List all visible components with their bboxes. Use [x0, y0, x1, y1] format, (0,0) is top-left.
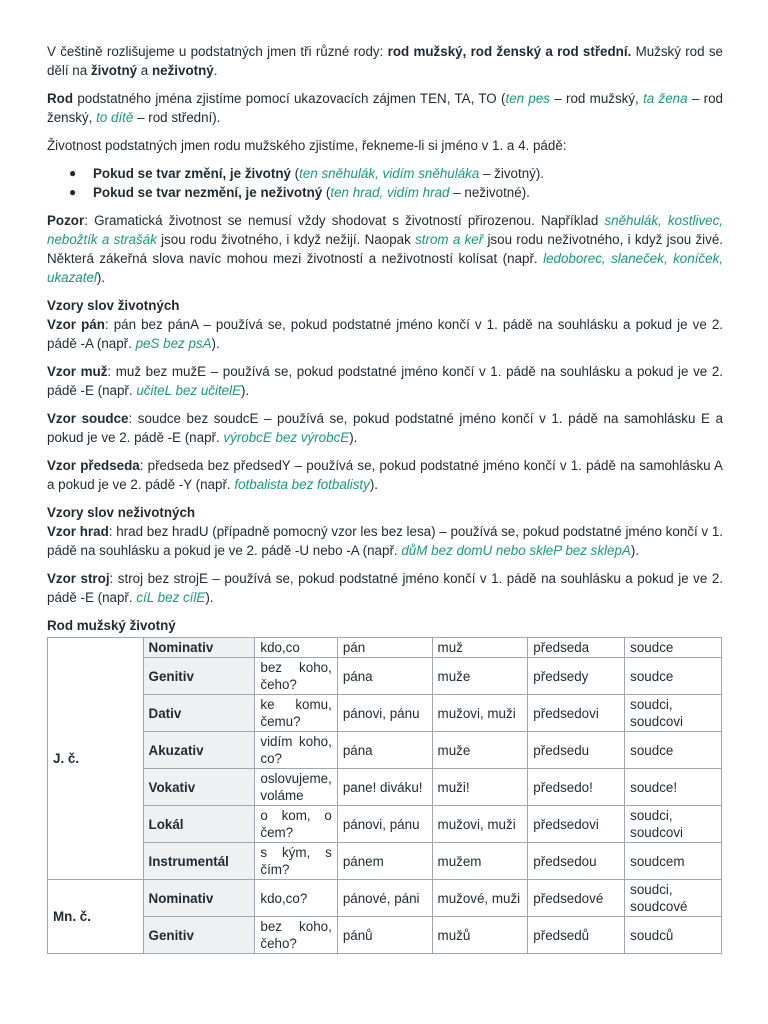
- example-text: důM bez domU nebo skleP bez sklepA: [401, 543, 631, 558]
- list-item: [69, 183, 723, 202]
- example-text: ten pes: [505, 91, 550, 106]
- table-row: [48, 843, 722, 880]
- bold-text: Vzor hrad: [47, 524, 109, 539]
- text: .: [213, 63, 218, 78]
- cell-pan: pánem: [337, 843, 432, 880]
- cell-pan: pánové, páni: [337, 880, 432, 917]
- cell-q: vidím koho, co?: [255, 732, 337, 769]
- text: ).: [241, 383, 250, 398]
- cell-muz: mužové, muži: [432, 880, 528, 917]
- cell-soudce: soudci, soudcovi: [625, 806, 722, 843]
- cell-predseda: předsedovi: [528, 806, 625, 843]
- cell-predseda: předseda: [528, 638, 625, 658]
- cell-soudce: soudců: [625, 917, 722, 954]
- cell-pan: pána: [337, 658, 432, 695]
- cell-soudce: soudci, soudcové: [625, 880, 722, 917]
- example-text: cíL bez cílE: [136, 590, 206, 605]
- cell-predseda: předsedovi: [528, 695, 625, 732]
- animacy-rules-list: [47, 164, 723, 202]
- cell-q: bez koho, čeho?: [255, 658, 337, 695]
- bold-text: Vzor pán: [47, 317, 105, 332]
- text: – životný).: [479, 166, 545, 181]
- text: ).: [205, 590, 214, 605]
- cell-case: Genitiv: [143, 658, 255, 695]
- text: : soudce bez soudcE – používá se, pokud podstatné jméno končí v 1. pádě na samohlásku E a pokud je ve 2. pádě -E (např.: [47, 411, 723, 445]
- pattern-muz: [47, 362, 723, 400]
- cell-case: Nominativ: [143, 880, 255, 917]
- bold-text: neživotný: [151, 63, 214, 78]
- cell-q: oslovujeme, voláme: [255, 769, 337, 806]
- example-text: výrobcE bez výrobcE: [223, 430, 350, 445]
- bold-text: Vzor předseda: [47, 458, 140, 473]
- bold-text: Vzor soudce: [47, 411, 129, 426]
- plural-label: Mn. č.: [48, 880, 144, 954]
- text: ).: [630, 543, 640, 558]
- pattern-hrad: [47, 522, 723, 560]
- cell-q: kdo,co?: [255, 880, 337, 917]
- text: – neživotné).: [449, 185, 530, 200]
- example-text: strom a keř: [415, 232, 484, 247]
- pattern-soudce: [47, 409, 723, 447]
- bold-text: Rod: [47, 91, 74, 106]
- list-item: [69, 164, 723, 183]
- bullet-icon: ●: [69, 185, 77, 199]
- table-row: [48, 732, 722, 769]
- cell-case: Dativ: [143, 695, 255, 732]
- cell-q: kdo,co: [255, 638, 337, 658]
- document-page: [47, 42, 723, 954]
- bold-text: Vzor muž: [47, 364, 108, 379]
- text: (: [290, 166, 300, 181]
- bold-text: Vzor stroj: [47, 571, 110, 586]
- cell-predseda: předsedové: [528, 880, 625, 917]
- cell-muz: mužovi, muži: [432, 695, 528, 732]
- cell-predseda: předsedy: [528, 658, 625, 695]
- cell-predseda: předsedou: [528, 843, 625, 880]
- cell-pan: pánovi, pánu: [337, 806, 432, 843]
- declension-table: [47, 637, 722, 954]
- cell-case: Instrumentál: [143, 843, 255, 880]
- cell-muz: muži!: [432, 769, 528, 806]
- intro-paragraph-genders: [47, 42, 723, 80]
- cell-pan: pána: [337, 732, 432, 769]
- cell-muz: muž: [432, 638, 528, 658]
- example-text: učiteL bez učitelE: [136, 383, 242, 398]
- cell-pan: pán: [337, 638, 432, 658]
- bold-text: rod mužský, rod ženský a rod střední.: [387, 44, 632, 59]
- cell-soudce: soudce: [625, 732, 722, 769]
- cell-predseda: předsedů: [528, 917, 625, 954]
- bullet-icon: ●: [69, 166, 77, 180]
- cell-soudce: soudcem: [625, 843, 722, 880]
- warning-paragraph: [47, 211, 723, 287]
- cell-case: Genitiv: [143, 917, 255, 954]
- cell-pan: pane! diváku!: [337, 769, 432, 806]
- table-row: [48, 638, 722, 658]
- text: a: [137, 63, 152, 78]
- pattern-predseda: [47, 456, 723, 494]
- table-row: [48, 806, 722, 843]
- cell-q: ke komu, čemu?: [255, 695, 337, 732]
- pattern-stroj: [47, 569, 723, 607]
- cell-predseda: předsedu: [528, 732, 625, 769]
- text: : stroj bez strojE – používá se, pokud podstatné jméno končí v 1. pádě na souhlásku a pokud je ve 2. pádě -E (např.: [47, 571, 723, 605]
- text: : pán bez pánA – používá se, pokud podstatné jméno končí v 1. pádě na souhlásku a pokud je ve 2. pádě -A (např.: [47, 317, 724, 351]
- section-heading-inanimate: Vzory slov neživotných: [47, 505, 196, 520]
- text: ).: [349, 430, 358, 445]
- text: – rod střední).: [133, 110, 221, 125]
- example-text: ten sněhulák, vidím sněhuláka: [299, 166, 480, 181]
- text: : muž bez mužE – používá se, pokud podstatné jméno končí v 1. pádě na souhlásku a pokud je ve 2. pádě -E (např.: [47, 364, 723, 398]
- cell-muz: muže: [432, 732, 528, 769]
- text: : hrad bez hradU (případně pomocný vzor les bez lesa) – používá se, pokud podstatné jméno končí v 1. pádě na souhlásku a pokud je ve 2. pádě -U nebo -A (např.: [47, 524, 723, 558]
- table-title: Rod mužský životný: [47, 618, 176, 633]
- cell-case: Nominativ: [143, 638, 255, 658]
- text: jsou rodu životného, i když nežijí. Naopak: [156, 232, 416, 247]
- pattern-pan: [47, 315, 723, 353]
- bold-text: Pokud se tvar změní, je životný: [93, 166, 291, 181]
- table-row: [48, 769, 722, 806]
- example-text: ta žena: [643, 91, 688, 106]
- cell-soudce: soudce!: [625, 769, 722, 806]
- text: : předseda bez předsedY – používá se, pokud podstatné jméno končí v 1. pádě na samohlásku A a pokud je ve 2. pádě -Y (např.: [47, 458, 723, 492]
- cell-q: bez koho, čeho?: [255, 917, 337, 954]
- cell-muz: mužem: [432, 843, 528, 880]
- intro-paragraph-animacy: Životnost podstatných jmen rodu mužského zjistíme, řekneme-li si jméno v 1. a 4. pádě:: [47, 138, 567, 153]
- cell-soudce: soudci, soudcovi: [625, 695, 722, 732]
- cell-pan: pánů: [337, 917, 432, 954]
- text: ).: [369, 477, 379, 492]
- text: – rod mužský,: [549, 91, 644, 106]
- example-text: fotbalista bez fotbalisty: [234, 477, 370, 492]
- cell-soudce: soudce: [625, 638, 722, 658]
- text: (: [322, 185, 331, 200]
- example-text: ledoborec, slaneček, koníček, ukazatel: [47, 251, 723, 285]
- cell-q: o kom, o čem?: [255, 806, 337, 843]
- bold-text: Pokud se tvar nezmění, je neživotný: [93, 185, 323, 200]
- text: Mužský rod se dělí na: [47, 44, 723, 78]
- text: ).: [211, 336, 220, 351]
- cell-q: s kým, s čím?: [255, 843, 337, 880]
- cell-muz: mužovi, muži: [432, 806, 528, 843]
- cell-case: Lokál: [143, 806, 255, 843]
- example-text: peS bez psA: [135, 336, 212, 351]
- example-text: to dítě: [96, 110, 134, 125]
- table-row: [48, 695, 722, 732]
- example-text: ten hrad, vidím hrad: [330, 185, 450, 200]
- text: jsou rodu neživotného, i když jsou živé. Některá zákeřná slova navíc mohou mezi životností a neživotností kolísat (např.: [47, 232, 724, 266]
- bold-text: životný: [90, 63, 138, 78]
- singular-label: J. č.: [48, 638, 144, 880]
- table-row: [48, 917, 722, 954]
- text: podstatného jména zjistíme pomocí ukazovacích zájmen TEN, TA, TO (: [73, 91, 506, 106]
- cell-predseda: předsedo!: [528, 769, 625, 806]
- cell-muz: muže: [432, 658, 528, 695]
- cell-soudce: soudce: [625, 658, 722, 695]
- cell-pan: pánovi, pánu: [337, 695, 432, 732]
- text: : Gramatická životnost se nemusí vždy shodovat s životností přirozenou. Například: [84, 213, 605, 228]
- cell-muz: mužů: [432, 917, 528, 954]
- cell-case: Vokativ: [143, 769, 255, 806]
- text: V češtině rozlišujeme u podstatných jmen tři různé rody:: [47, 44, 388, 59]
- text: – rod ženský,: [47, 91, 723, 125]
- example-text: sněhulák, kostlivec, nebožtík a strašák: [47, 213, 723, 247]
- text: ).: [96, 270, 106, 285]
- cell-case: Akuzativ: [143, 732, 255, 769]
- bold-text: Pozor: [47, 213, 85, 228]
- section-heading-animate: Vzory slov životných: [47, 298, 180, 313]
- intro-paragraph-rod: [47, 89, 723, 127]
- table-row: [48, 658, 722, 695]
- table-row: [48, 880, 722, 917]
